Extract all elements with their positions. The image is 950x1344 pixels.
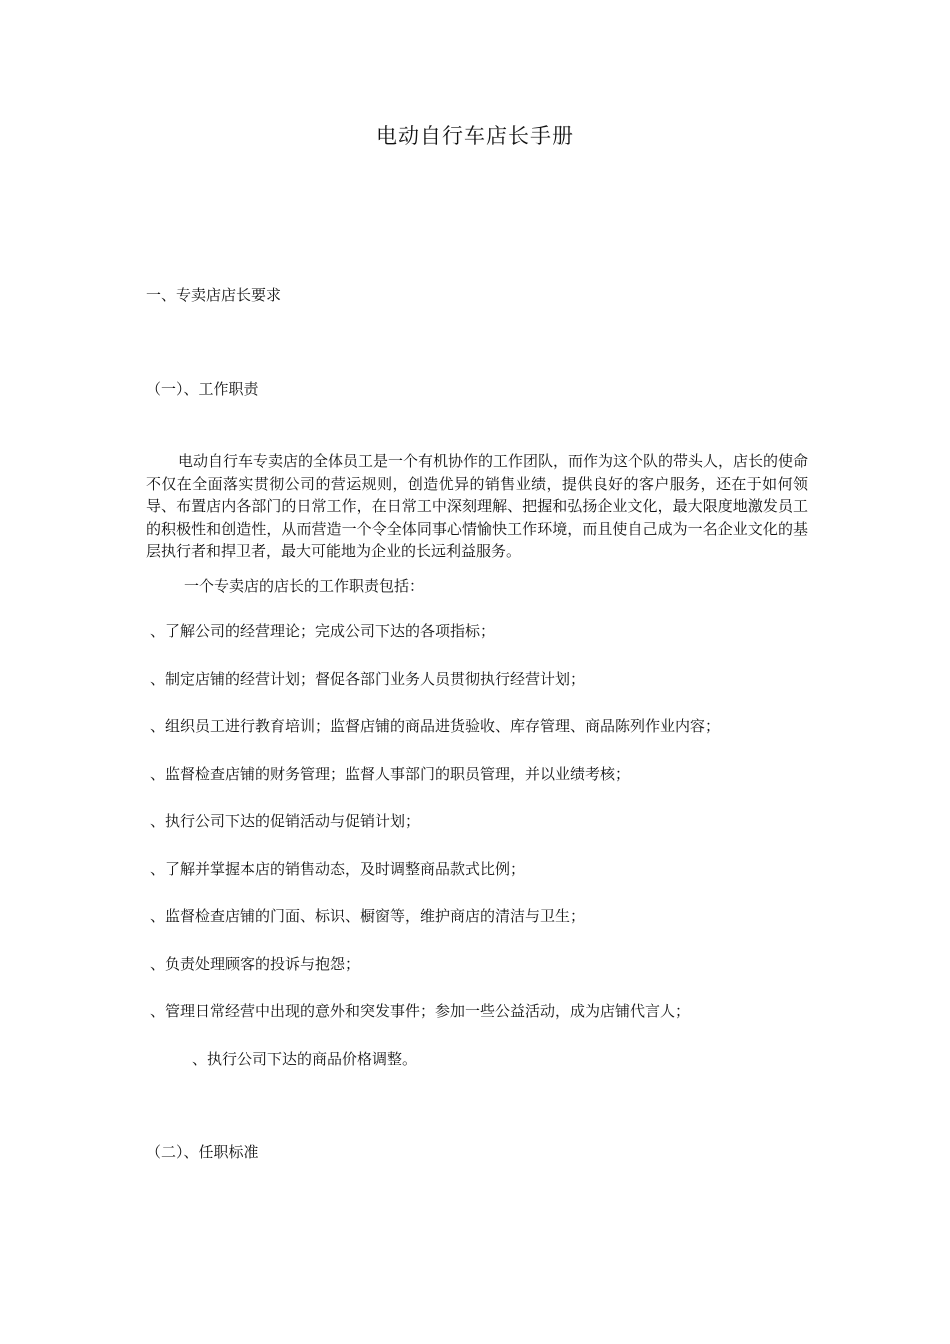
- duty-item: 、监督检查店铺的门面、标识、橱窗等，维护商店的清洁与卫生；: [150, 907, 586, 925]
- document-title: 电动自行车店长手册: [376, 124, 574, 148]
- duty-item: 、了解并掌握本店的销售动态，及时调整商品款式比例；: [150, 859, 526, 878]
- duty-item: 、负责处理顾客的投诉与抱怨；: [150, 954, 361, 973]
- subsection-heading-duties: （一）、工作职责: [146, 380, 259, 398]
- duty-item: 、监督检查店铺的财务管理；监督人事部门的职员管理，并以业绩考核；: [150, 764, 631, 783]
- duty-item: 、制定店铺的经营计划；督促各部门业务人员贯彻执行经营计划；: [150, 669, 586, 688]
- duty-item: 、执行公司下达的促销活动与促销计划；: [150, 812, 421, 830]
- section-heading-requirements: 一、专卖店店长要求: [146, 286, 282, 304]
- duties-intro: 一个专卖店的店长的工作职责包括：: [184, 577, 425, 595]
- duty-item: 、管理日常经营中出现的意外和突发事件；参加一些公益活动，成为店铺代言人；: [150, 1002, 691, 1020]
- duty-item: 、执行公司下达的商品价格调整。: [192, 1049, 418, 1068]
- duty-item: 、组织员工进行教育培训；监督店铺的商品进货验收、库存管理、商品陈列作业内容；: [150, 717, 721, 735]
- body-paragraph: 电动自行车专卖店的全体员工是一个有机协作的工作团队，而作为这个队的带头人，店长的使命不仅在全面落实贯彻公司的营运规则，创造优异的销售业绩，提供良好的客户服务，还在于如何领导、布置店内各部门的日常工作，在日常工中深刻理解、把握和弘扬企业文化，最大限度地激发员工的积极性和创造性，从而营造一个令全体同事心情愉快工作环境，而且使自己成为一名企业文化的基层执行者和捍卫者，最大可能地为企业的长远利益服务。: [146, 452, 809, 560]
- duties-list: [150, 620, 720, 1095]
- duty-item: 、了解公司的经营理论；完成公司下达的各项指标；: [150, 622, 496, 640]
- subsection-heading-qualifications: （二）、任职标准: [146, 1143, 259, 1161]
